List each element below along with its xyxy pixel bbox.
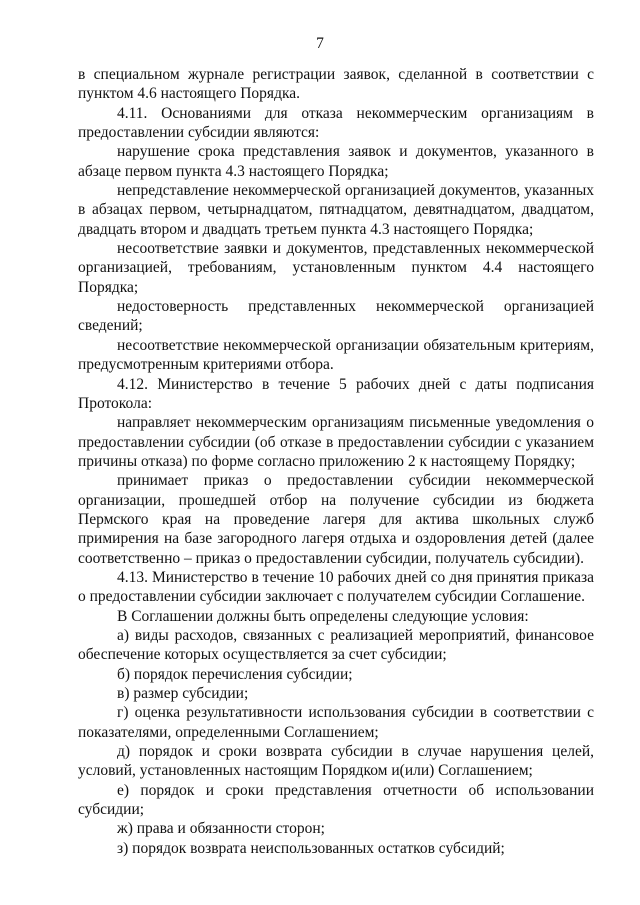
paragraph: нарушение срока представления заявок и документов, указанного в абзаце первом пункта 4.3 настоящего Порядка;: [78, 143, 594, 180]
paragraph: д) порядок и сроки возврата субсидии в случае нарушения целей, условий, установленных настоящим Порядком и(или) Соглашением;: [78, 743, 594, 780]
paragraph: непредставление некоммерческой организацией документов, указанных в абзацах первом, четырнадцатом, пятнадцатом, девятнадцатом, двадцатом, двадцать втором и двадцать третьем пункта 4.3 настоящего Порядка;: [78, 182, 594, 238]
paragraph: е) порядок и сроки представления отчетности об использовании субсидии;: [78, 781, 594, 819]
paragraph: несоответствие заявки и документов, представленных некоммерческой организацией, требованиям, установленным пунктом 4.4 настоящего Порядка;: [78, 240, 594, 296]
paragraph: 4.11. Основаниями для отказа некоммерческим организациям в предоставлении субсидии являются:: [78, 104, 594, 142]
paragraph: принимает приказ о предоставлении субсидии некоммерческой организации, прошедшей отбор на получение субсидии из бюджета Пермского края на проведение лагеря для актива школьных служб примирения на базе загородного лагеря отдыха и оздоровления детей (далее соответственно – приказ о предоставлении субсидии, получатель субсидии).: [78, 472, 594, 567]
paragraph: направляет некоммерческим организациям письменные уведомления о предоставлении субсидии (об отказе в предоставлении субсидии с указанием причины отказа) по форме согласно приложению 2 к настоящему Порядку;: [78, 414, 594, 470]
paragraph: несоответствие некоммерческой организации обязательным критериям, предусмотренным критериями отбора.: [78, 336, 594, 374]
paragraph: ж) права и обязанности сторон;: [117, 820, 325, 838]
paragraph: в специальном журнале регистрации заявок, сделанной в соответствии с пунктом 4.6 настоящего Порядка.: [78, 66, 594, 103]
paragraph: 4.13. Министерство в течение 10 рабочих дней со дня принятия приказа о предоставлении субсидии заключает с получателем субсидии Соглашение.: [78, 568, 594, 606]
paragraph: б) порядок перечисления субсидии;: [117, 665, 353, 683]
paragraph: 4.12. Министерство в течение 5 рабочих дней с даты подписания Протокола:: [78, 375, 594, 412]
paragraph: в) размер субсидии;: [117, 685, 249, 702]
paragraph: з) порядок возврата неиспользованных остатков субсидий;: [117, 839, 505, 857]
paragraph: а) виды расходов, связанных с реализацией мероприятий, финансовое обеспечение которых осуществляется за счет субсидии;: [78, 626, 594, 664]
page-number: 7: [316, 35, 324, 52]
paragraph: г) оценка результативности использования субсидии в соответствии с показателями, определенными Соглашением;: [78, 704, 594, 741]
paragraph: недостоверность представленных некоммерческой организацией сведений;: [78, 298, 594, 335]
document-body: [78, 65, 594, 858]
paragraph: В Соглашении должны быть определены следующие условия:: [117, 607, 529, 625]
